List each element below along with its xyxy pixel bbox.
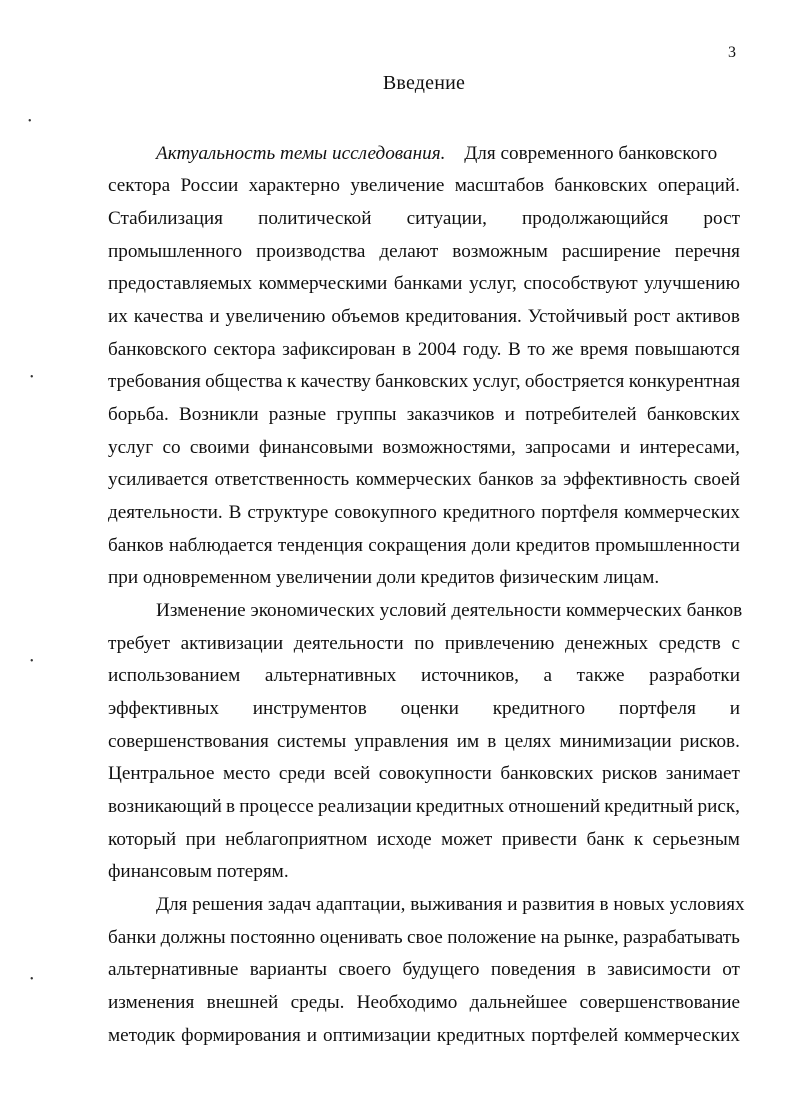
- word: заказчиков: [406, 404, 495, 425]
- word: рисков.: [679, 731, 740, 752]
- word: привлечению: [444, 633, 555, 654]
- word: их: [108, 306, 128, 327]
- p2-line-8: [108, 828, 740, 852]
- word: в: [487, 731, 497, 752]
- word: эффективных: [108, 698, 219, 719]
- word: реализации: [317, 796, 412, 817]
- word: а: [543, 665, 553, 686]
- word: России: [180, 175, 239, 196]
- lead-rest: Для современного банковского: [464, 143, 718, 164]
- word: ответственность: [214, 469, 350, 490]
- word: В: [508, 339, 521, 360]
- p2-line-6: [108, 762, 740, 786]
- p2-line-4: [108, 697, 740, 721]
- word: дальнейшее: [469, 992, 568, 1013]
- word: эффективность: [563, 469, 688, 490]
- p1-line-9: [108, 403, 740, 427]
- word: зависимости: [607, 959, 711, 980]
- word: может: [441, 829, 493, 850]
- word: банков: [478, 469, 534, 490]
- word: Необходимо: [356, 992, 458, 1013]
- word: финансовыми: [258, 437, 374, 458]
- word: совершенствования: [108, 731, 269, 752]
- scan-speck: •: [30, 656, 34, 667]
- word: риск,: [697, 796, 740, 817]
- word: который: [108, 829, 177, 850]
- word: банковского: [108, 339, 207, 360]
- p3-line-5: [108, 1024, 740, 1048]
- word: кредитов: [515, 535, 590, 556]
- word: повышаются: [634, 339, 740, 360]
- word: зафиксирован: [282, 339, 396, 360]
- word: банк: [586, 829, 625, 850]
- word: и: [306, 1025, 318, 1046]
- word: в: [586, 959, 596, 980]
- word: коммерческих: [624, 502, 740, 523]
- word: возможностями,: [382, 437, 516, 458]
- word: исходе: [376, 829, 432, 850]
- word: активизации: [180, 633, 284, 654]
- p3-line-4: [108, 991, 740, 1015]
- word: году.: [462, 339, 502, 360]
- p3-line-3: [108, 958, 740, 982]
- word: потребителей: [525, 404, 637, 425]
- word: и: [729, 698, 740, 719]
- p1-line-1: [156, 142, 717, 166]
- word: масштабов: [454, 175, 545, 196]
- word: среды.: [290, 992, 345, 1013]
- word: продолжающийся: [522, 208, 669, 229]
- word: системы: [276, 731, 347, 752]
- word: оптимизации: [323, 1025, 431, 1046]
- p1-line-4: [108, 240, 740, 264]
- word: улучшению: [644, 273, 740, 294]
- word: своего: [338, 959, 392, 980]
- p3-line-2: [108, 926, 740, 950]
- word: банковских: [375, 371, 469, 392]
- word: банками: [393, 273, 463, 294]
- word: рынке,: [563, 927, 619, 948]
- word: политической: [258, 208, 372, 229]
- word: им: [456, 731, 480, 752]
- word: по: [414, 633, 435, 654]
- word: рост: [703, 208, 740, 229]
- word: качеству: [300, 371, 371, 392]
- word: разработки: [649, 665, 740, 686]
- p1-line-2: [108, 174, 740, 198]
- word: будущего: [402, 959, 480, 980]
- word: денежных: [565, 633, 649, 654]
- word: расширение: [561, 241, 661, 262]
- section-title: Введение: [382, 72, 466, 94]
- scan-speck: •: [30, 974, 34, 985]
- scan-speck: •: [28, 116, 32, 127]
- word: 2004: [417, 339, 457, 360]
- word: производства: [256, 241, 366, 262]
- word: доли: [471, 535, 511, 556]
- word: к: [286, 371, 297, 392]
- word: совершенствование: [579, 992, 740, 1013]
- word: объемов: [331, 306, 400, 327]
- p2-line-5: [108, 730, 740, 754]
- word: требует: [108, 633, 171, 654]
- p1-line-13: [108, 534, 740, 558]
- word: отношений: [508, 796, 601, 817]
- word: рисков: [601, 763, 658, 784]
- word: Центральное: [108, 763, 215, 784]
- word: деятельности: [293, 633, 404, 654]
- p1-line-11: [108, 468, 740, 492]
- word: возникающий: [108, 796, 222, 817]
- word: же: [551, 339, 574, 360]
- word: варианты: [249, 959, 328, 980]
- word: банков: [108, 535, 164, 556]
- word: целях: [504, 731, 552, 752]
- word: от: [722, 959, 740, 980]
- word: предоставляемых: [108, 273, 252, 294]
- word: разрабатывать: [623, 927, 740, 948]
- word: активов: [676, 306, 740, 327]
- p2-line-2: [108, 632, 740, 656]
- word: привести: [501, 829, 578, 850]
- word: кредитного: [442, 502, 536, 523]
- word: услуг: [108, 437, 154, 458]
- word: деятельности.: [108, 502, 223, 523]
- word: за: [540, 469, 557, 490]
- word: со: [162, 437, 181, 458]
- word: среди: [278, 763, 326, 784]
- p1-line-6: [108, 305, 740, 329]
- word: портфеля: [618, 698, 696, 719]
- word: занимает: [665, 763, 740, 784]
- p3-line-1: Для решения задач адаптации, выживания и развития в новых условиях: [156, 894, 745, 915]
- word: кредитный: [604, 796, 694, 817]
- word: запросами: [525, 437, 611, 458]
- word: изменения: [108, 992, 195, 1013]
- p2-line-7: [108, 795, 740, 819]
- word: возможным: [452, 241, 548, 262]
- p2-line-9: финансовым потерям.: [108, 861, 289, 882]
- word: на: [540, 927, 560, 948]
- word: постоянно: [230, 927, 316, 948]
- word: в: [226, 796, 236, 817]
- word: место: [222, 763, 271, 784]
- word: должны: [160, 927, 226, 948]
- word: и: [504, 404, 515, 425]
- word: Стабилизация: [108, 208, 224, 229]
- word: услуг,: [469, 273, 517, 294]
- word: операций.: [657, 175, 740, 196]
- word: банковских: [500, 763, 594, 784]
- word: оценки: [400, 698, 459, 719]
- word: управления: [354, 731, 449, 752]
- word: общества: [205, 371, 283, 392]
- word: в: [402, 339, 412, 360]
- p1-line-10: [108, 436, 740, 460]
- lead-italic: Актуальность темы исследования.: [156, 143, 446, 164]
- p2-line-3: [108, 664, 740, 688]
- word: формирования: [181, 1025, 301, 1046]
- p1-line-3: [108, 207, 740, 231]
- word: методик: [108, 1025, 176, 1046]
- word: своими: [189, 437, 250, 458]
- word: внешней: [206, 992, 279, 1013]
- word: кредитных: [415, 796, 505, 817]
- word: и: [619, 437, 631, 458]
- word: источников,: [420, 665, 519, 686]
- word: сокращения: [368, 535, 467, 556]
- word: и: [209, 306, 220, 327]
- word: разные: [268, 404, 327, 425]
- word: минимизации: [559, 731, 672, 752]
- word: портфелей: [531, 1025, 619, 1046]
- word: коммерческих: [624, 1025, 740, 1046]
- word: сектора: [108, 175, 171, 196]
- word: положение: [447, 927, 537, 948]
- word: свое: [407, 927, 443, 948]
- p1-line-12: [108, 501, 740, 525]
- word: банки: [108, 927, 157, 948]
- word: промышленного: [108, 241, 243, 262]
- word: В: [228, 502, 242, 523]
- word: перечня: [674, 241, 740, 262]
- word: альтернативных: [264, 665, 397, 686]
- word: серьезным: [652, 829, 740, 850]
- word: своей: [693, 469, 740, 490]
- word: структуре: [247, 502, 329, 523]
- page-number: 3: [728, 44, 736, 61]
- word: использованием: [108, 665, 241, 686]
- word: инструментов: [252, 698, 367, 719]
- word: также: [576, 665, 625, 686]
- word: услуг,: [472, 371, 521, 392]
- word: всей: [333, 763, 371, 784]
- word: совокупного: [334, 502, 437, 523]
- word: при: [185, 829, 216, 850]
- word: способствуют: [523, 273, 638, 294]
- p1-line-8: [108, 370, 740, 394]
- p1-line-5: [108, 272, 740, 296]
- word: поведения: [490, 959, 576, 980]
- p2-line-1: Изменение экономических условий деятельности коммерческих банков: [156, 600, 743, 621]
- word: увеличение: [350, 175, 445, 196]
- word: кредитного: [492, 698, 586, 719]
- word: коммерческими: [258, 273, 388, 294]
- word: обостряется: [524, 371, 625, 392]
- word: портфеля: [541, 502, 619, 523]
- word: борьба.: [108, 404, 169, 425]
- word: интересами,: [639, 437, 740, 458]
- p1-line-7: [108, 338, 740, 362]
- word: конкурентная: [628, 371, 740, 392]
- word: совокупности: [378, 763, 492, 784]
- word: рост: [633, 306, 671, 327]
- word: промышленности: [595, 535, 740, 556]
- word: тенденция: [277, 535, 363, 556]
- word: оценивать: [319, 927, 403, 948]
- word: то: [527, 339, 546, 360]
- word: банковских: [646, 404, 740, 425]
- word: средств: [658, 633, 721, 654]
- word: характерно: [248, 175, 341, 196]
- word: усиливается: [108, 469, 209, 490]
- p1-line-14: при одновременном увеличении доли кредитов физическим лицам.: [108, 567, 660, 588]
- word: к: [633, 829, 644, 850]
- word: время: [579, 339, 629, 360]
- word: увеличению: [225, 306, 326, 327]
- word: кредитных: [436, 1025, 526, 1046]
- word: банковских: [554, 175, 648, 196]
- word: наблюдается: [168, 535, 273, 556]
- word: требования: [108, 371, 201, 392]
- word: делают: [379, 241, 439, 262]
- word: Устойчивый: [527, 306, 628, 327]
- word: процессе: [239, 796, 314, 817]
- scan-speck: •: [30, 372, 34, 383]
- word: с: [731, 633, 740, 654]
- word: коммерческих: [355, 469, 472, 490]
- word: группы: [336, 404, 397, 425]
- word: неблагоприятном: [225, 829, 368, 850]
- word: ситуации,: [406, 208, 487, 229]
- word: Возникли: [178, 404, 259, 425]
- word: альтернативные: [108, 959, 239, 980]
- word: качества: [133, 306, 204, 327]
- word: сектора: [213, 339, 276, 360]
- word: кредитования.: [405, 306, 522, 327]
